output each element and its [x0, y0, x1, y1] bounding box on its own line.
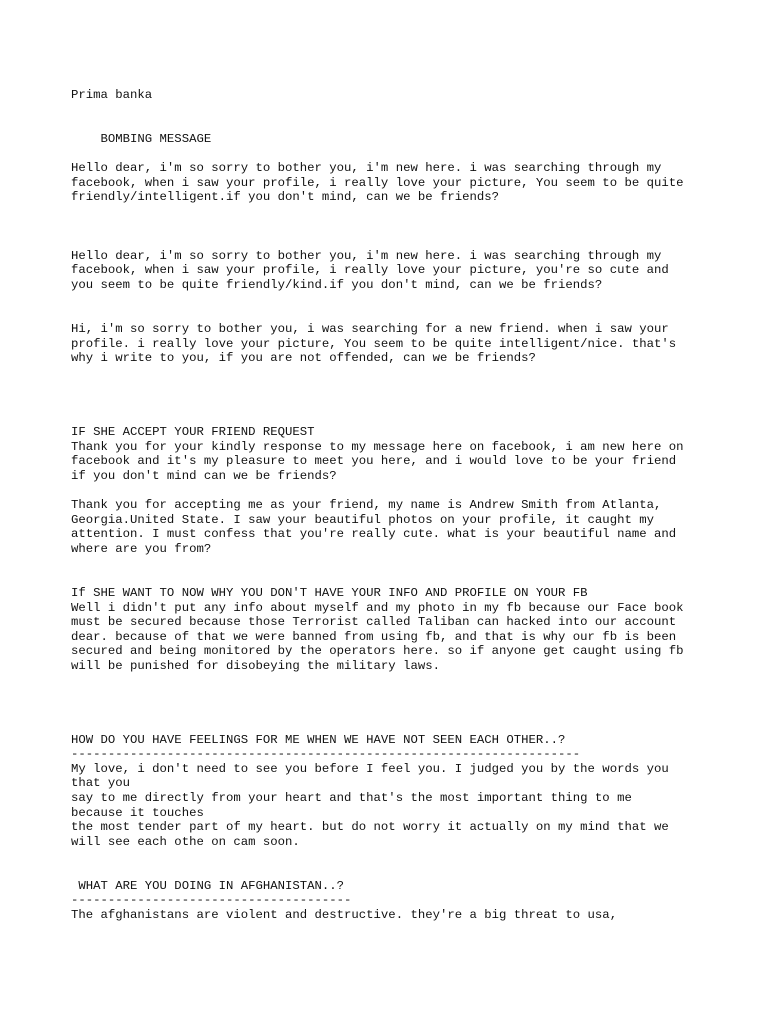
message-2-line-3: you seem to be quite friendly/kind.if you don't mind, can we be friends?	[71, 278, 603, 292]
message-1-line-3: friendly/intelligent.if you don't mind, can we be friends?	[71, 190, 500, 204]
feelings-message-line-3: say to me directly from your heart and that's the most important thing to me	[71, 791, 632, 805]
bombing-title: BOMBING MESSAGE	[71, 132, 212, 146]
message-3-line-1: Hi, i'm so sorry to bother you, i was searching for a new friend. when i saw your	[71, 322, 669, 336]
info-message-line-2: must be secured because those Terrorist called Taliban can hacked into our account	[71, 615, 677, 629]
accept-message-line-1: Thank you for your kindly response to my message here on facebook, i am new here on	[71, 440, 684, 454]
message-3-line-2: profile. i really love your picture, You seem to be quite intelligent/nice. that's	[71, 337, 677, 351]
message-1-line-1: Hello dear, i'm so sorry to bother you, i'm new here. i was searching through my	[71, 161, 662, 175]
message-2-line-2: facebook, when i saw your profile, i really love your picture, you're so cute and	[71, 263, 669, 277]
accept-followup-line-1: Thank you for accepting me as your friend, my name is Andrew Smith from Atlanta,	[71, 498, 662, 512]
feelings-message-line-1: My love, i don't need to see you before I feel you. I judged you by the words you	[71, 762, 669, 776]
accept-message-line-2: facebook and it's my pleasure to meet you here, and i would love to be your friend	[71, 454, 677, 468]
afghanistan-section-title: WHAT ARE YOU DOING IN AFGHANISTAN..?	[71, 879, 345, 893]
info-section-title: If SHE WANT TO NOW WHY YOU DON'T HAVE YOUR INFO AND PROFILE ON YOUR FB	[71, 586, 588, 600]
feelings-message-line-5: the most tender part of my heart. but do not worry it actually on my mind that we	[71, 820, 669, 834]
feelings-message-line-6: will see each othe on cam soon.	[71, 835, 300, 849]
message-2-line-1: Hello dear, i'm so sorry to bother you, i'm new here. i was searching through my	[71, 249, 662, 263]
accept-followup-line-4: where are you from?	[71, 542, 212, 556]
accept-followup-line-3: attention. I must confess that you're really cute. what is your beautiful name and	[71, 527, 677, 541]
accept-message-line-3: if you don't mind can we be friends?	[71, 469, 337, 483]
message-3-line-3: why i write to you, if you are not offended, can we be friends?	[71, 351, 536, 365]
info-message-line-5: will be punished for disobeying the military laws.	[71, 659, 440, 673]
accept-section-title: IF SHE ACCEPT YOUR FRIEND REQUEST	[71, 425, 315, 439]
afghanistan-message-line-1: The afghanistans are violent and destructive. they're a big threat to usa,	[71, 908, 618, 922]
info-message-line-3: dear. because of that we were banned from using fb, and that is why our fb is been	[71, 630, 677, 644]
feelings-message-line-2: that you	[71, 776, 131, 790]
afghanistan-divider: --------------------------------------	[71, 893, 352, 907]
feelings-divider: ---------------------------------------------------------------------	[71, 747, 581, 761]
info-message-line-4: secured and being monitored by the operators here. so if anyone get caught using fb	[71, 644, 684, 658]
document-header: Prima banka	[71, 88, 153, 102]
info-message-line-1: Well i didn't put any info about myself and my photo in my fb because our Face book	[71, 601, 684, 615]
feelings-section-title: HOW DO YOU HAVE FEELINGS FOR ME WHEN WE HAVE NOT SEEN EACH OTHER..?	[71, 733, 566, 747]
accept-followup-line-2: Georgia.United State. I saw your beautiful photos on your profile, it caught my	[71, 513, 654, 527]
message-1-line-2: facebook, when i saw your profile, i really love your picture, You seem to be quite	[71, 176, 684, 190]
feelings-message-line-4: because it touches	[71, 806, 204, 820]
